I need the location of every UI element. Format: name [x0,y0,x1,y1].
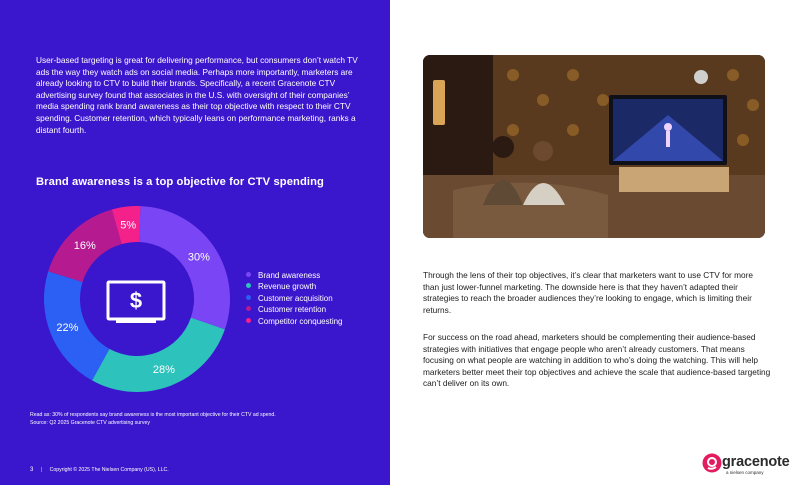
body-paragraph-2: For success on the road ahead, marketers should be complementing their audience-based strategies with initiatives that engage people who aren’t already customers. That means focusing on what people are watching in addition to who’s doing the watching. This will help marketers better meet their top objectives and achieve the scale that audience-based targeting can’t deliver on its own. [423,332,771,388]
slice-label: 28% [152,364,175,377]
brand-name: gracenote [722,454,790,470]
brand-tagline: a nielsen company [726,470,764,475]
slice-label: 22% [56,321,79,334]
legend-swatch [246,295,251,300]
legend-label: Competitor conquesting [258,316,343,326]
legend-swatch [246,306,251,311]
legend-swatch [246,283,251,288]
donut-chart [44,206,230,392]
page-number: 3 [30,467,34,473]
legend-item [246,293,343,304]
dollar-tv-icon [108,282,164,323]
photo-image [423,55,765,238]
right-panel [390,0,800,485]
chart-title: Brand awareness is a top objective for CTV spending [36,176,324,188]
donut-slice-brand-awareness [139,206,230,329]
living-room-photo [423,55,765,238]
legend-item [246,270,343,281]
svg-text:$: $ [129,288,143,313]
source-note: Source: Q2 2025 Gracenote CTV advertising survey [30,420,150,427]
footer-separator: | [40,467,43,473]
legend-item [246,316,343,327]
intro-paragraph: User-based targeting is great for delivering performance, but consumers don’t watch TV ads the way they watch ads on social media. Perhaps more importantly, marketers are already looking to CTV to build their brands. Specifically, a recent Gracenote CTV advertising survey found that associates in the U.S. with oversight of their companies’ media spending rank brand awareness as their top objective with respect to their CTV spending. Customer retention, which typically leans on performance marketing, ranks a distant fourth. [36,55,358,135]
legend-swatch [246,272,251,277]
slice-label: 30% [187,251,210,264]
body-paragraph-1: Through the lens of their top objectives, it’s clear that marketers want to use CTV for more than just lower-funnel marketing. The downside here is that they haven’t adapted their strategies to reach the broader audiences they’re looking to engage, which is limiting their returns. [423,270,754,315]
left-panel [0,0,390,485]
legend-item [246,281,343,292]
slice-label: 16% [73,240,96,253]
legend-label: Revenue growth [258,282,317,292]
page-footer [30,467,169,473]
chart-note [30,411,276,427]
donut-slice-revenue-growth [92,318,225,392]
legend-label: Customer retention [258,305,327,315]
legend-item [246,304,343,315]
chart-legend [246,270,343,327]
gracenote-logo-icon [702,453,722,473]
legend-label: Customer acquisition [258,293,333,303]
slice-label: 5% [120,219,137,232]
legend-label: Brand awareness [258,271,321,280]
read-as-note: Read as: 30% of respondents say brand awareness is the most important objective for their CTV ad spend. [30,412,276,418]
legend-swatch [246,318,251,323]
copyright-text: Copyright © 2025 The Nielsen Company (US), LLC. [49,467,169,473]
